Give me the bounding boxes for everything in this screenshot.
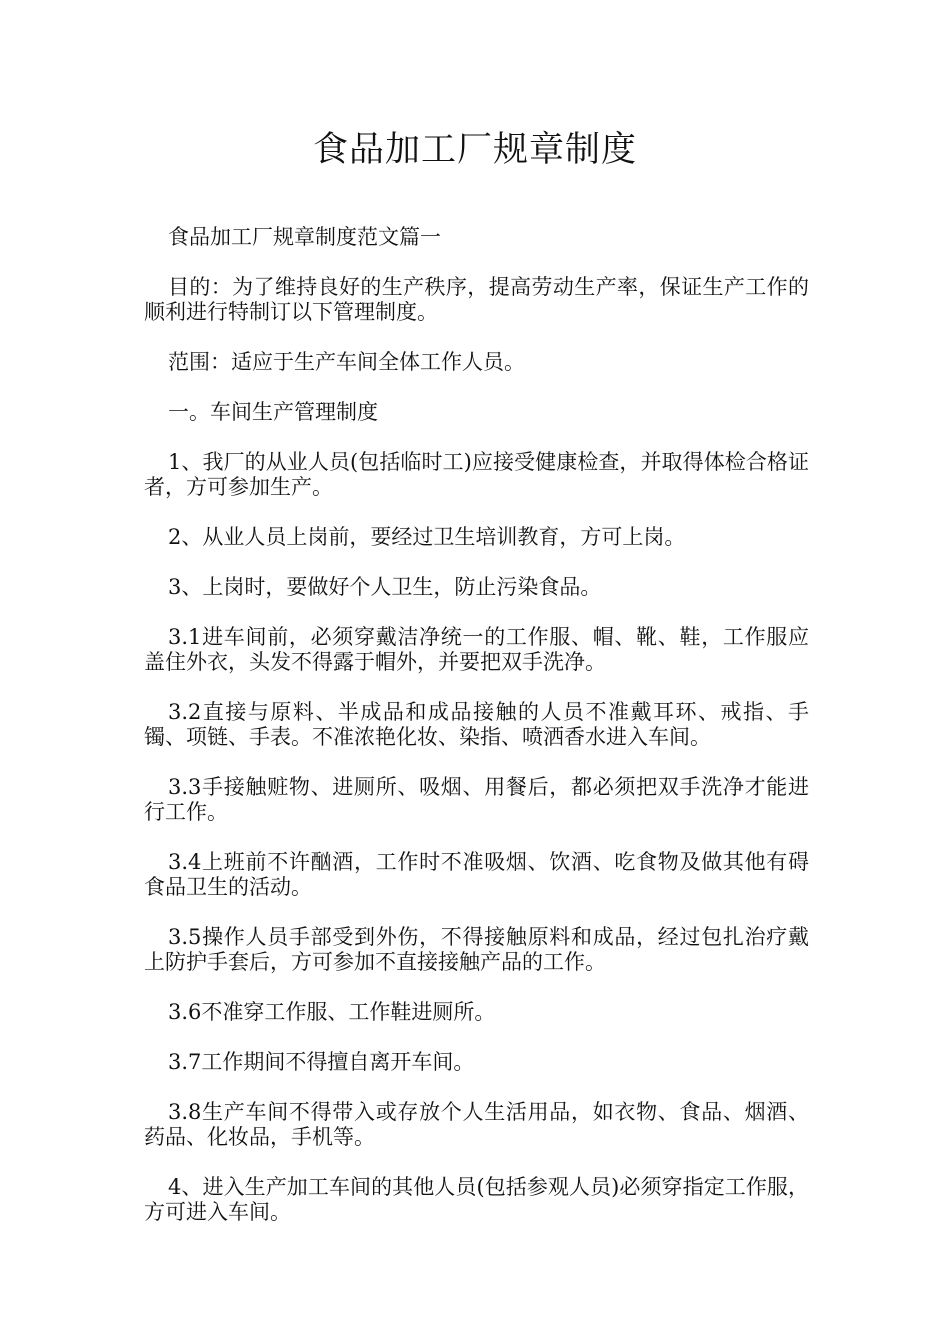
document-body	[144, 225, 809, 1250]
paragraph-item-3-5: 3.5操作人员手部受到外伤，不得接触原料和成品，经过包扎治疗戴上防护手套后，方可参加不直接接触产品的工作。	[144, 925, 809, 974]
paragraph-item-4: 4、进入生产加工车间的其他人员(包括参观人员)必须穿指定工作服，方可进入车间。	[144, 1175, 809, 1224]
paragraph-scope: 范围：适应于生产车间全体工作人员。	[168, 350, 525, 374]
paragraph-item-3-8: 3.8生产车间不得带入或存放个人生活用品，如衣物、食品、烟酒、药品、化妆品，手机等。	[144, 1100, 809, 1149]
section-heading: 一。车间生产管理制度	[168, 400, 378, 424]
paragraph-item-1: 1、我厂的从业人员(包括临时工)应接受健康检查，并取得体检合格证者，方可参加生产。	[144, 450, 809, 499]
paragraph-item-3-4: 3.4上班前不许酗酒，工作时不准吸烟、饮酒、吃食物及做其他有碍食品卫生的活动。	[144, 850, 809, 899]
paragraph-item-3-2: 3.2直接与原料、半成品和成品接触的人员不准戴耳环、戒指、手镯、项链、手表。不准浓艳化妆、染指、喷洒香水进入车间。	[144, 700, 809, 749]
paragraph-subtitle: 食品加工厂规章制度范文篇一	[168, 225, 441, 249]
paragraph-item-3-6: 3.6不准穿工作服、工作鞋进厕所。	[168, 1000, 496, 1024]
paragraph-item-3-1: 3.1进车间前，必须穿戴洁净统一的工作服、帽、靴、鞋，工作服应盖住外衣，头发不得露于帽外，并要把双手洗净。	[144, 625, 809, 674]
paragraph-item-3-7: 3.7工作期间不得擅自离开车间。	[168, 1050, 475, 1074]
paragraph-item-3-3: 3.3手接触赃物、进厕所、吸烟、用餐后，都必须把双手洗净才能进行工作。	[144, 775, 809, 824]
document-title: 食品加工厂规章制度	[312, 130, 637, 170]
paragraph-item-3: 3、上岗时，要做好个人卫生，防止污染食品。	[168, 575, 602, 599]
paragraph-item-2: 2、从业人员上岗前，要经过卫生培训教育，方可上岗。	[168, 525, 686, 549]
paragraph-purpose: 目的：为了维持良好的生产秩序，提高劳动生产率，保证生产工作的顺利进行特制订以下管理制度。	[144, 275, 809, 324]
